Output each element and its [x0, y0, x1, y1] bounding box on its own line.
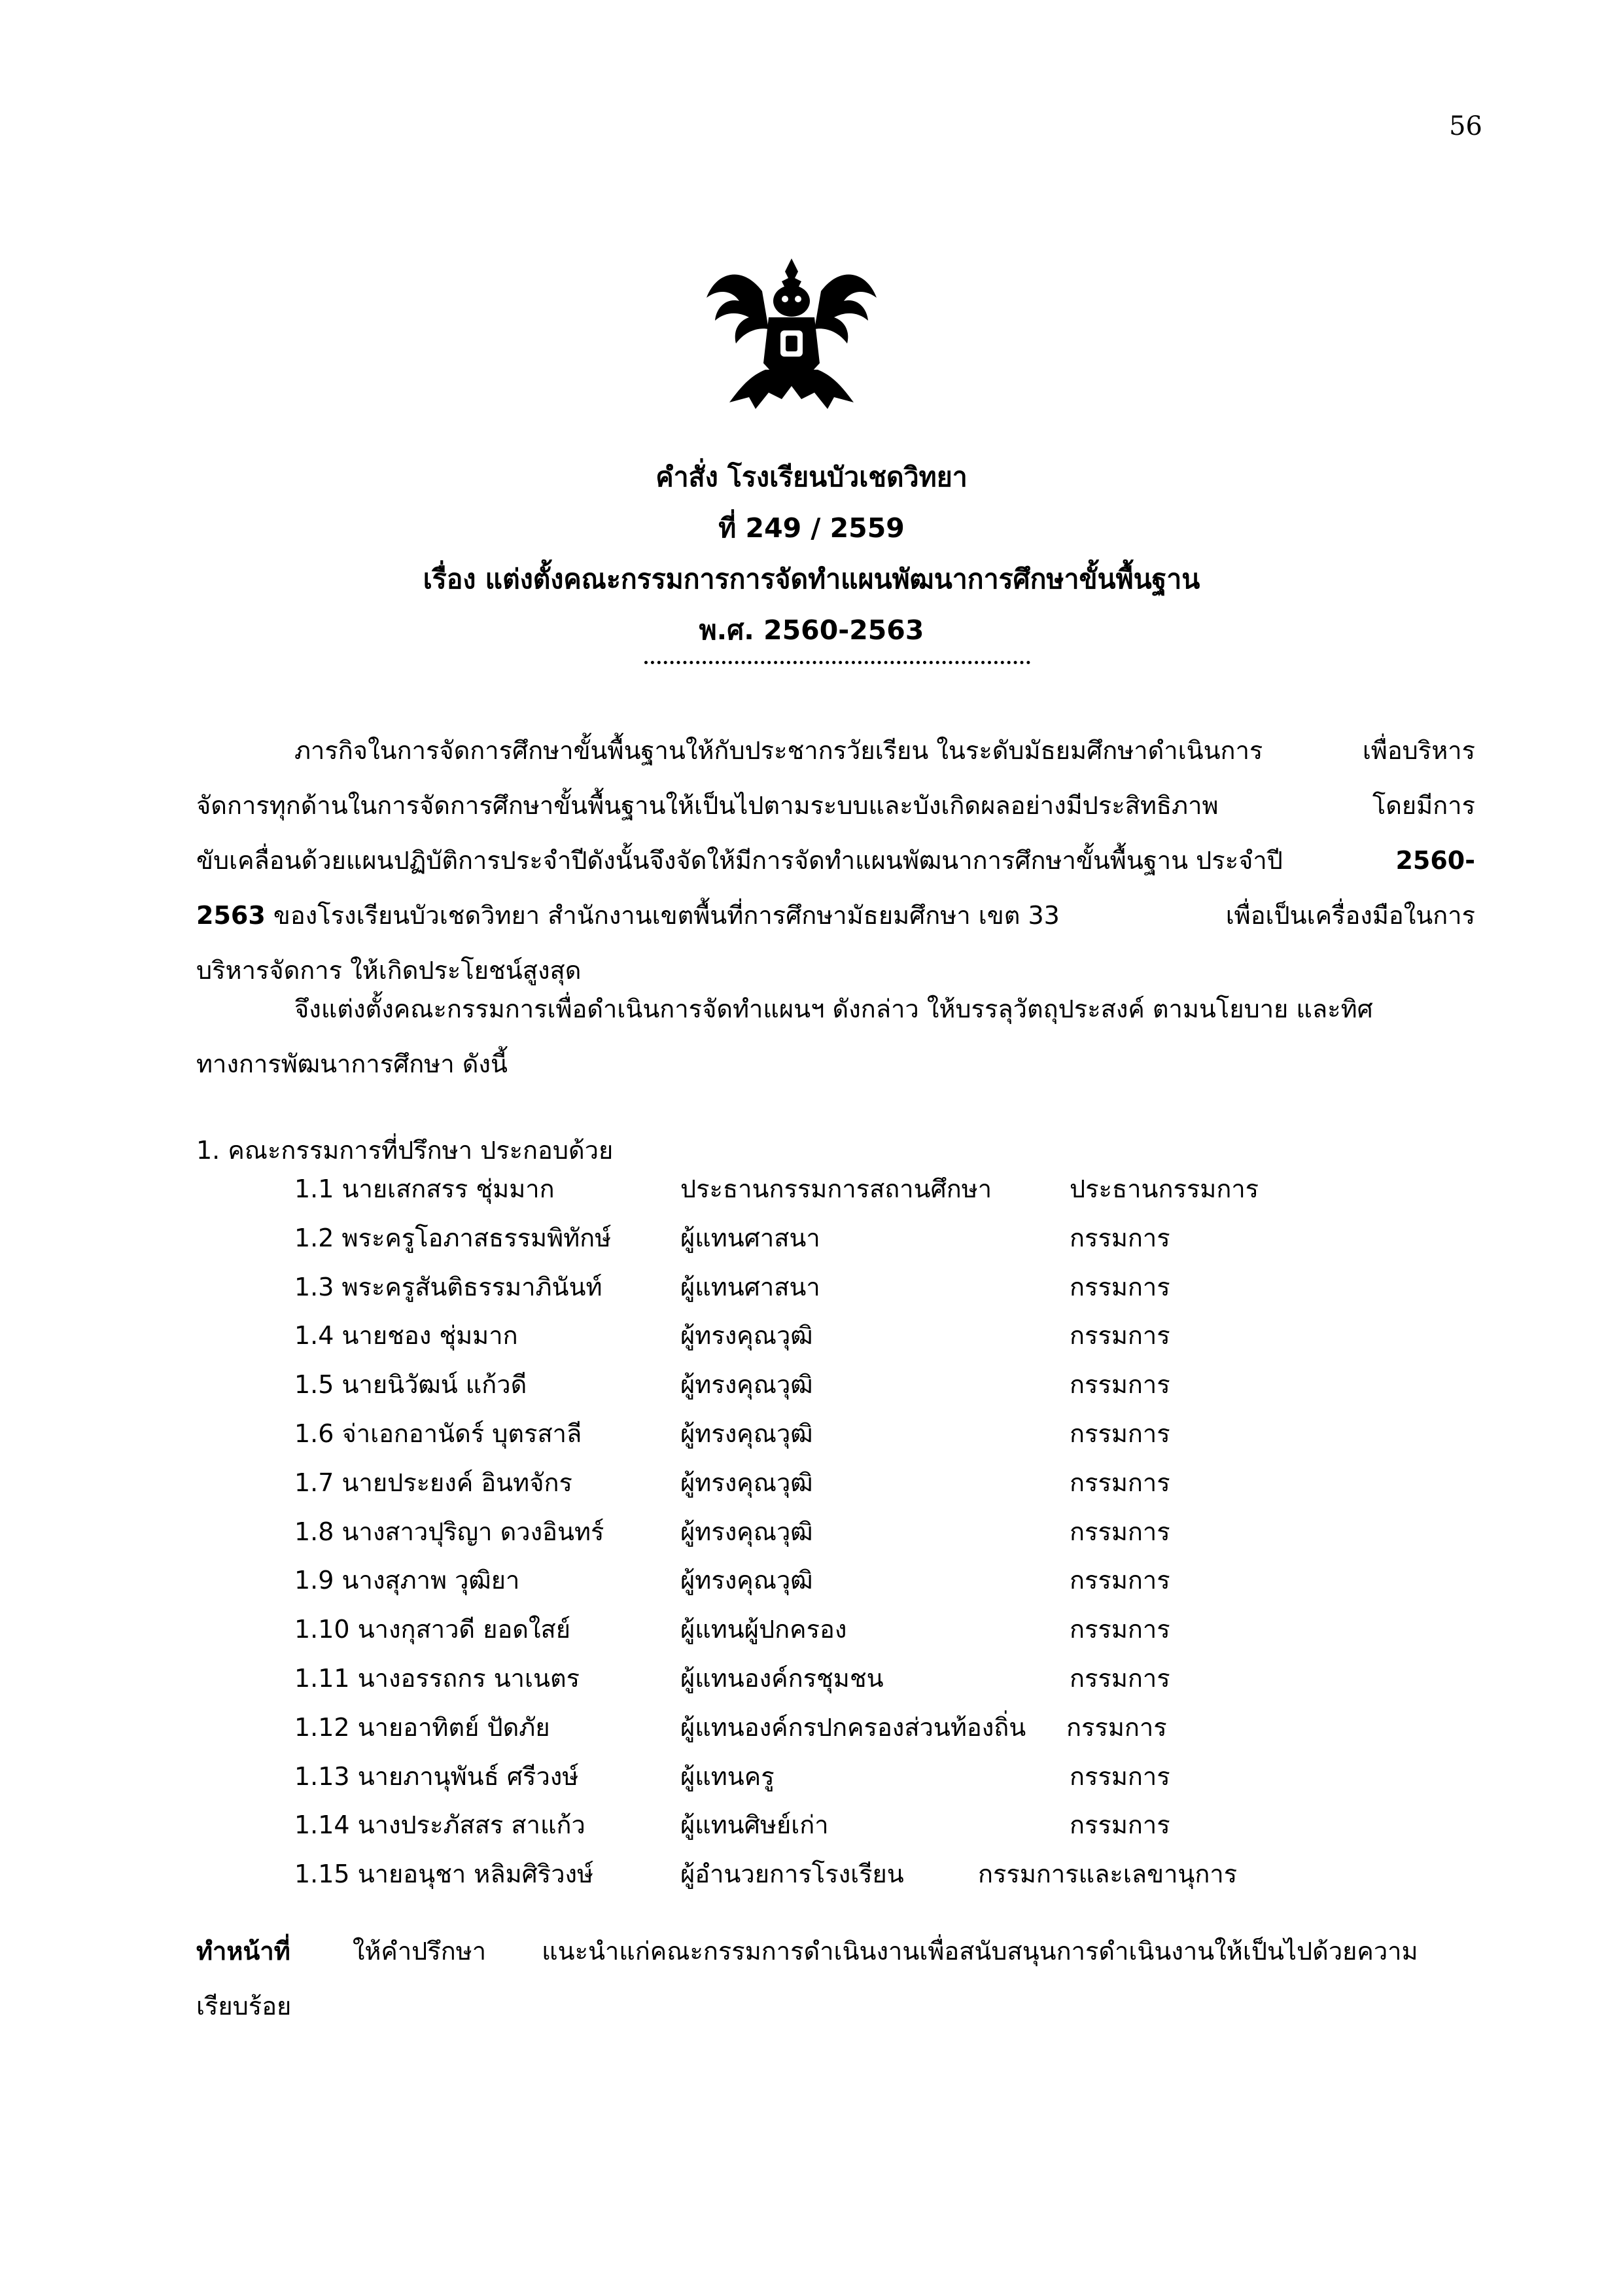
text-segment: เพื่อบริหาร: [1362, 736, 1475, 765]
member-name: 1.8 นางสาวปุริญา ดวงอินทร์: [294, 1517, 604, 1546]
order-header: [0, 451, 1623, 656]
member-position: ประธานกรรมการสถานศึกษา: [680, 1174, 992, 1203]
member-position: ผู้ทรงคุณวุฒิ: [680, 1566, 813, 1595]
page-number: 56: [1449, 111, 1482, 141]
text-line: [196, 778, 1475, 833]
order-title: คำสั่ง โรงเรียนบัวเชดวิทยา: [655, 461, 968, 493]
section-title: 1. คณะกรรมการที่ปรึกษา ประกอบด้วย: [196, 1136, 614, 1165]
text-line: [196, 723, 1475, 778]
member-position: ผู้แทนผู้ปกครอง: [680, 1615, 847, 1644]
member-role: กรรมการ: [1070, 1615, 1170, 1644]
member-name: 1.1 นายเสกสรร ชุ่มมาก: [294, 1174, 555, 1203]
member-position: ผู้ทรงคุณวุฒิ: [680, 1370, 813, 1400]
text-segment: บริหารจัดการ ให้เกิดประโยชน์สูงสุด: [196, 956, 582, 985]
member-role: กรรมการ: [1070, 1321, 1170, 1351]
member-name: 1.7 นายประยงค์ อินทจักร: [294, 1468, 572, 1497]
duty-label: ทำหน้าที่: [196, 1937, 290, 1966]
member-role: กรรมการ: [1070, 1419, 1170, 1448]
order-year-range: พ.ศ. 2560-2563: [699, 614, 924, 646]
text-segment: แนะนำแก่คณะกรรมการดำเนินงานเพื่อสนับสนุนการดำเนินงานให้เป็นไปด้วยความ: [542, 1937, 1418, 1966]
intro-paragraph: [196, 723, 1475, 998]
member-name: 1.11 นางอรรถกร นาเนตร: [294, 1663, 580, 1693]
member-role: กรรมการ: [1070, 1663, 1170, 1693]
text-segment: เพื่อเป็นเครื่องมือในการ: [1225, 901, 1475, 930]
member-role: กรรมการ: [1070, 1566, 1170, 1595]
member-position: ผู้แทนองค์กรปกครองส่วนท้องถิ่น: [680, 1712, 1026, 1742]
member-name: 1.13 นายภานุพันธ์ ศรีวงษ์: [294, 1761, 579, 1791]
text-line: [196, 1924, 1475, 1979]
member-name: 1.9 นางสุภาพ วุฒิยา: [294, 1566, 520, 1595]
text-segment: จึงแต่งตั้งคณะกรรมการเพื่อดำเนินการจัดทำแผนฯ ดังกล่าว ให้บรรลุวัตถุประสงค์ ตามนโยบาย และทิศ: [294, 995, 1373, 1023]
member-role: ประธานกรรมการ: [1070, 1174, 1259, 1203]
text-line: [196, 1979, 1475, 2034]
dotted-divider: [644, 661, 1030, 664]
member-position: ผู้อำนวยการโรงเรียน: [680, 1860, 904, 1889]
member-position: ผู้ทรงคุณวุฒิ: [680, 1517, 813, 1546]
text-segment: ของโรงเรียนบัวเชดวิทยา สำนักงานเขตพื้นที่การศึกษามัธยมศึกษา เขต 33: [273, 901, 1060, 930]
text-segment: เรียบร้อย: [196, 1992, 292, 2021]
member-name: 1.3 พระครูสันติธรรมาภินันท์: [294, 1272, 602, 1301]
member-name: 1.10 นางกุสาวดี ยอดใสย์: [294, 1615, 570, 1644]
member-name: 1.4 นายชอง ชุ่มมาก: [294, 1321, 518, 1351]
member-name: 1.2 พระครูโอภาสธรรมพิทักษ์: [294, 1223, 612, 1252]
member-role: กรรมการ: [1070, 1468, 1170, 1497]
member-position: ผู้แทนศาสนา: [680, 1223, 820, 1252]
member-role: กรรมการ: [1070, 1810, 1170, 1840]
member-role: กรรมการ: [1070, 1370, 1170, 1400]
member-position: ผู้แทนศิษย์เก่า: [680, 1810, 829, 1840]
member-role: กรรมการ: [1070, 1517, 1170, 1546]
order-subject: เรื่อง แต่งตั้งคณะกรรมการการจัดทำแผนพัฒนาการศึกษาขั้นพื้นฐาน: [423, 563, 1200, 595]
text-segment: ภารกิจในการจัดการศึกษาขั้นพื้นฐานให้กับประชากรวัยเรียน ในระดับมัธยมศึกษาดำเนินการ: [294, 736, 1263, 765]
year-range-bold: 2563: [196, 901, 266, 930]
year-range-bold: 2560-: [1395, 846, 1475, 875]
text-line: [196, 1036, 1475, 1091]
member-role: กรรมการ: [1070, 1223, 1170, 1252]
member-position: ผู้แทนครู: [680, 1761, 775, 1791]
member-position: ผู้ทรงคุณวุฒิ: [680, 1321, 813, 1351]
text-segment: จัดการทุกด้านในการจัดการศึกษาขั้นพื้นฐานให้เป็นไปตามระบบและบังเกิดผลอย่างมีประสิทธิภาพ: [196, 791, 1219, 820]
text-line: [196, 981, 1475, 1036]
text-segment: โดยมีการ: [1372, 791, 1475, 820]
member-role: กรรมการ: [1066, 1712, 1167, 1742]
member-name: 1.15 นายอนุชา หลิมศิริวงษ์: [294, 1860, 594, 1889]
member-role: กรรมการและเลขานุการ: [978, 1860, 1238, 1889]
garuda-emblem: [703, 252, 880, 422]
text-line: [196, 888, 1475, 943]
member-role: กรรมการ: [1070, 1761, 1170, 1791]
text-line: [196, 833, 1475, 888]
appointment-paragraph: [196, 981, 1475, 1091]
text-segment: ให้คำปรึกษา: [352, 1937, 487, 1966]
text-segment: ทางการพัฒนาการศึกษา ดังนี้: [196, 1050, 508, 1078]
member-name: 1.12 นายอาทิตย์ ปัดภัย: [294, 1712, 550, 1742]
member-name: 1.6 จ่าเอกอานัดร์ บุตรสาลี: [294, 1419, 582, 1448]
member-role: กรรมการ: [1070, 1272, 1170, 1301]
member-position: ผู้ทรงคุณวุฒิ: [680, 1468, 813, 1497]
order-number: ที่ 249 / 2559: [718, 512, 905, 544]
member-position: ผู้แทนศาสนา: [680, 1272, 820, 1301]
member-position: ผู้แทนองค์กรชุมชน: [680, 1663, 884, 1693]
duty-paragraph: [196, 1924, 1475, 2034]
member-name: 1.5 นายนิวัฒน์ แก้วดี: [294, 1370, 527, 1400]
text-segment: ขับเคลื่อนด้วยแผนปฏิบัติการประจำปีดังนั้นจึงจัดให้มีการจัดทำแผนพัฒนาการศึกษาขั้นพื้นฐาน ประจำปี: [196, 846, 1283, 875]
member-position: ผู้ทรงคุณวุฒิ: [680, 1419, 813, 1448]
member-name: 1.14 นางประภัสสร สาแก้ว: [294, 1810, 585, 1840]
